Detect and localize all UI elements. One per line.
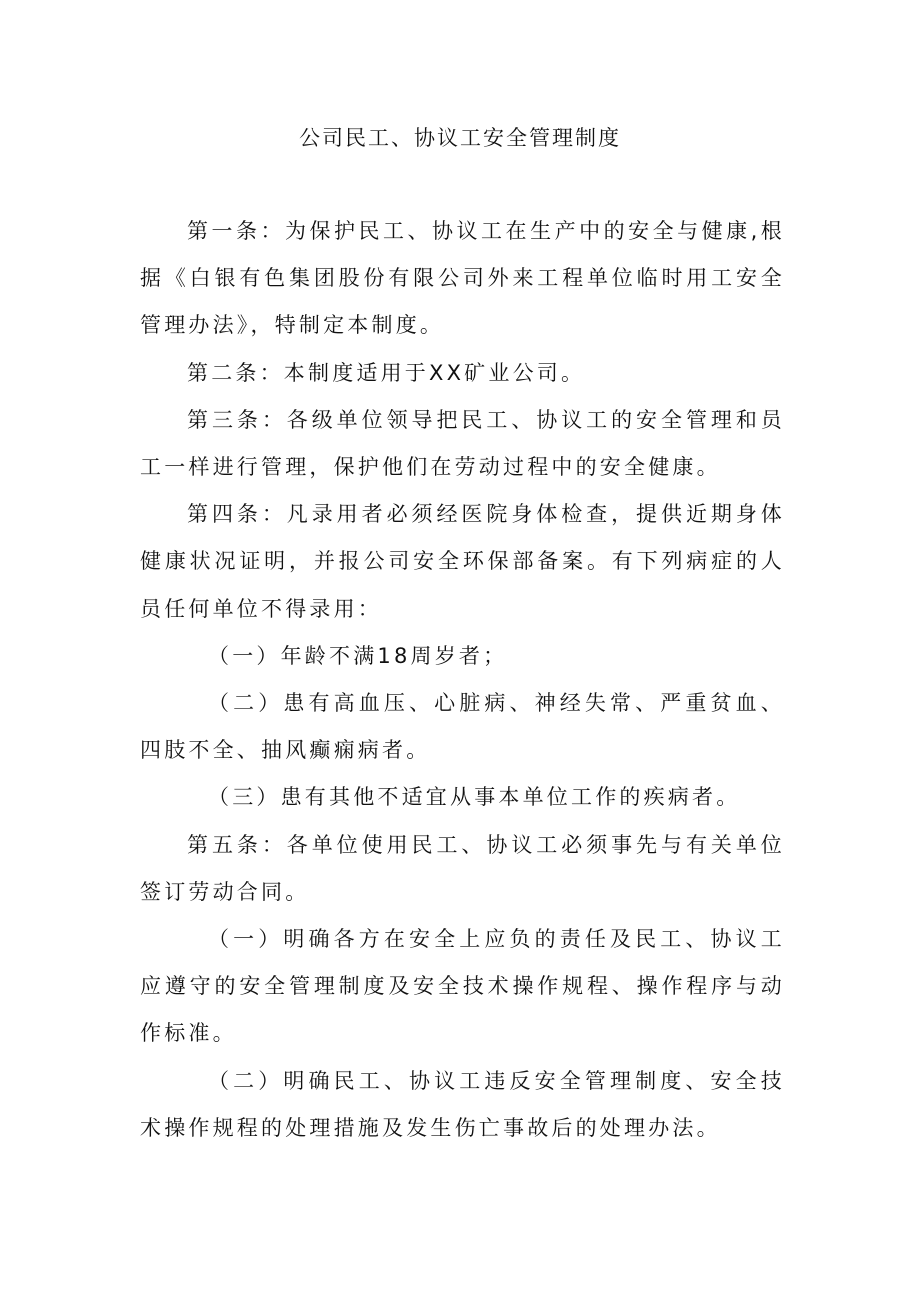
article-4-item-2: （二）患有高血压、心脏病、神经失常、严重贫血、四肢不全、抽风癫痫病者。 (140, 691, 785, 763)
document-body (140, 208, 785, 1152)
document-title: 公司民工、协议工安全管理制度 (299, 126, 621, 150)
article-5-item-1: （一）明确各方在安全上应负的责任及民工、协议工应遵守的安全管理制度及安全技术操作规程、操作程序与动作标准。 (140, 927, 785, 1046)
article-1: 第一条：为保护民工、协议工在生产中的安全与健康,根据《白银有色集团股份有限公司外来工程单位临时用工安全管理办法》，特制定本制度。 (140, 219, 785, 338)
article-5: 第五条：各单位使用民工、协议工必须事先与有关单位签订劳动合同。 (140, 832, 785, 904)
article-4-item-3: （三）患有其他不适宜从事本单位工作的疾病者。 (208, 785, 741, 810)
article-2: 第二条：本制度适用于XX矿业公司。 (187, 360, 586, 385)
article-4-item-1: （一）年龄不满18周岁者； (208, 643, 508, 668)
article-4: 第四条：凡录用者必须经医院身体检查，提供近期身体健康状况证明，并报公司安全环保部备案。有下列病症的人员任何单位不得录用： (140, 502, 785, 621)
article-5-item-2: （二）明确民工、协议工违反安全管理制度、安全技术操作规程的处理措施及发生伤亡事故后的处理办法。 (140, 1068, 785, 1140)
article-3: 第三条：各级单位领导把民工、协议工的安全管理和员工一样进行管理，保护他们在劳动过程中的安全健康。 (140, 407, 785, 480)
